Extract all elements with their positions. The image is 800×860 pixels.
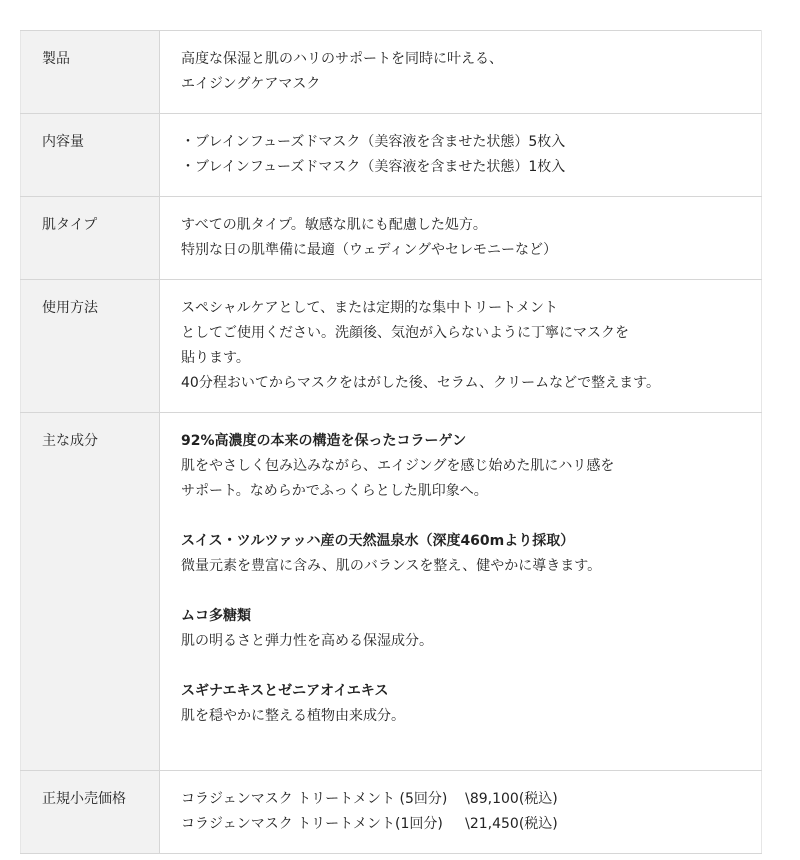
ingredient-heading: スギナエキスとゼニアオイエキス xyxy=(181,683,389,699)
spacer xyxy=(181,579,751,604)
product-spec-table xyxy=(20,30,762,854)
price-amount: \89,100(税込) xyxy=(465,791,558,807)
spec-label-ingredients: 主な成分 xyxy=(21,413,160,771)
spec-label-contents: 内容量 xyxy=(21,114,160,197)
price-line xyxy=(181,812,751,837)
spec-text-line: 特別な日の肌準備に最適（ウェディングやセレモニーなど） xyxy=(181,242,558,258)
spec-label-usage: 使用方法 xyxy=(21,280,160,413)
ingredient-description: 肌をやさしく包み込みながら、エイジングを感じ始めた肌にハリ感を xyxy=(181,458,615,474)
ingredient-description: 肌の明るさと弾力性を高める保湿成分。 xyxy=(181,633,433,649)
spec-label-skin-type: 肌タイプ xyxy=(21,197,160,280)
ingredient-heading: ムコ多糖類 xyxy=(181,608,251,624)
spacer xyxy=(181,504,751,529)
ingredient-heading: 92%高濃度の本来の構造を保ったコラーゲン xyxy=(181,433,467,449)
price-line xyxy=(181,787,751,812)
spec-text-line: 貼ります。 xyxy=(181,350,250,366)
spec-text-line: としてご使用ください。洗顔後、気泡が入らないように丁寧にマスクを xyxy=(181,325,629,341)
spec-value-skin-type xyxy=(160,197,762,280)
spec-text-line: ・ブレインフューズドマスク（美容液を含ませた状態）1枚入 xyxy=(181,159,566,175)
ingredient-description: サポート。なめらかでふっくらとした肌印象へ。 xyxy=(181,483,488,499)
spec-text-line: ・ブレインフューズドマスク（美容液を含ませた状態）5枚入 xyxy=(181,134,566,150)
price-item-name: コラジェンマスク トリートメント (5回分) xyxy=(181,791,448,807)
ingredient-heading: スイス・ツルツァッハ産の天然温泉水（深度460mより採取） xyxy=(181,533,575,549)
spec-value-usage xyxy=(160,280,762,413)
spec-text-line: すべての肌タイプ。敏感な肌にも配慮した処方。 xyxy=(181,217,487,233)
spec-row-usage xyxy=(21,280,762,413)
spec-row-ingredients xyxy=(21,413,762,771)
spec-label-product: 製品 xyxy=(21,31,160,114)
spec-text-line: 40分程おいてからマスクをはがした後、セラム、クリームなどで整えます。 xyxy=(181,375,660,391)
spec-text-line: エイジングケアマスク xyxy=(181,76,321,92)
ingredient-description: 微量元素を豊富に含み、肌のバランスを整え、健やかに導きます。 xyxy=(181,558,602,574)
spec-row-contents xyxy=(21,114,762,197)
spec-value-price xyxy=(160,771,762,854)
spec-label-price: 正規小売価格 xyxy=(21,771,160,854)
ingredient-description: 肌を穏やかに整える植物由来成分。 xyxy=(181,708,405,724)
spec-value-contents xyxy=(160,114,762,197)
spec-row-price xyxy=(21,771,762,854)
price-amount: \21,450(税込) xyxy=(465,816,558,832)
spec-row-product xyxy=(21,31,762,114)
spec-value-ingredients xyxy=(160,413,762,771)
spec-value-product xyxy=(160,31,762,114)
spec-row-skin-type xyxy=(21,197,762,280)
spec-text-line: 高度な保湿と肌のハリのサポートを同時に叶える、 xyxy=(181,51,503,67)
price-item-name: コラジェンマスク トリートメント(1回分) xyxy=(181,816,443,832)
spec-text-line: スペシャルケアとして、または定期的な集中トリートメント xyxy=(181,300,559,316)
spacer xyxy=(181,654,751,679)
